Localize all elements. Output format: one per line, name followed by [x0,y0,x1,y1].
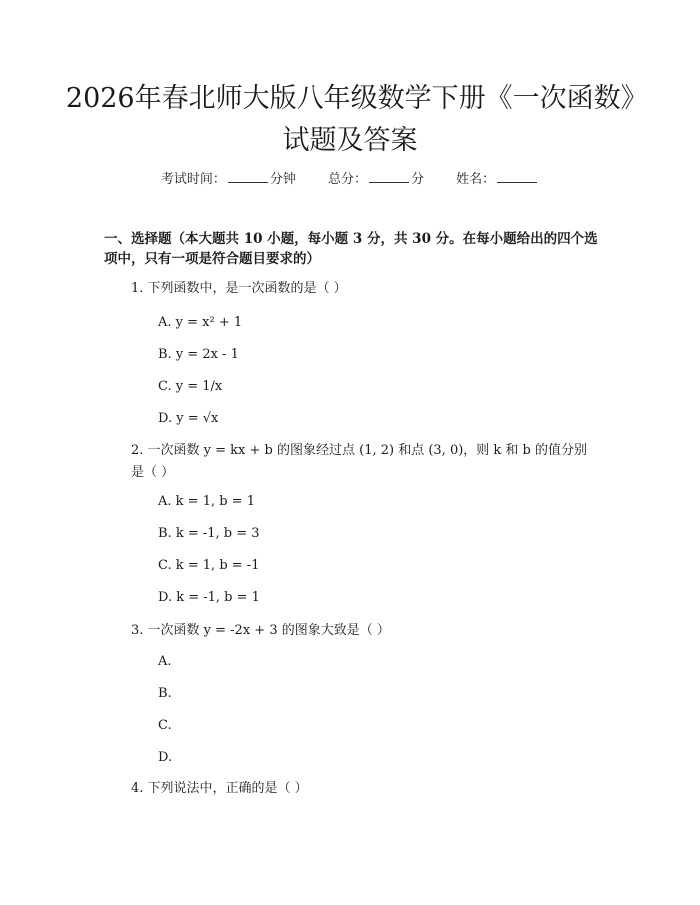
section-heading: 一、选择题（本大题共 10 小题，每小题 3 分，共 30 分。在每小题给出的四个选项中，只有一项是符合题目要求的） [104,231,598,267]
score-field [328,172,424,187]
question-2-option-b: B. k = -1, b = 3 [158,526,260,541]
question-1-option-d: D. y = √x [158,411,219,426]
exam-title: 2026年春北师大版八年级数学下册《一次函数》试题及答案 [65,83,635,156]
name-label: 姓名： [456,172,496,187]
name-blank [497,172,537,183]
time-unit: 分钟 [269,172,296,187]
time-field [161,172,296,187]
question-2-stem-text: 2. 一次函数 y = kx + b 的图象经过点 (1, 2) 和点 (3, 0)，则 k 和 b 的值分别是（ ） [131,443,588,480]
question-1-option-c: C. y = 1/x [158,379,223,394]
question-3-option-d: D. [158,750,173,765]
question-1-option-a: A. y = x² + 1 [158,315,243,330]
question-2-option-d: D. k = -1, b = 1 [158,590,260,605]
score-label: 总分： [327,172,367,187]
exam-info-line [0,168,700,187]
question-1-option-b: B. y = 2x - 1 [158,347,239,362]
time-blank [228,172,268,183]
question-2-stem [104,440,600,484]
score-blank [369,172,409,183]
time-label: 考试时间： [160,172,226,187]
question-1-stem: 1. 下列函数中，是一次函数的是（ ） [131,281,347,296]
question-4-stem: 4. 下列说法中，正确的是（ ） [131,781,308,796]
question-3-option-b: B. [158,686,172,701]
question-2-option-c: C. k = 1, b = -1 [158,558,260,573]
question-3-option-c: C. [158,718,172,733]
score-unit: 分 [411,172,425,187]
name-field [456,172,539,187]
question-2-option-a: A. k = 1, b = 1 [158,494,255,509]
question-3-stem: 3. 一次函数 y = -2x + 3 的图象大致是（ ） [131,623,390,638]
question-3-option-a: A. [158,654,172,669]
